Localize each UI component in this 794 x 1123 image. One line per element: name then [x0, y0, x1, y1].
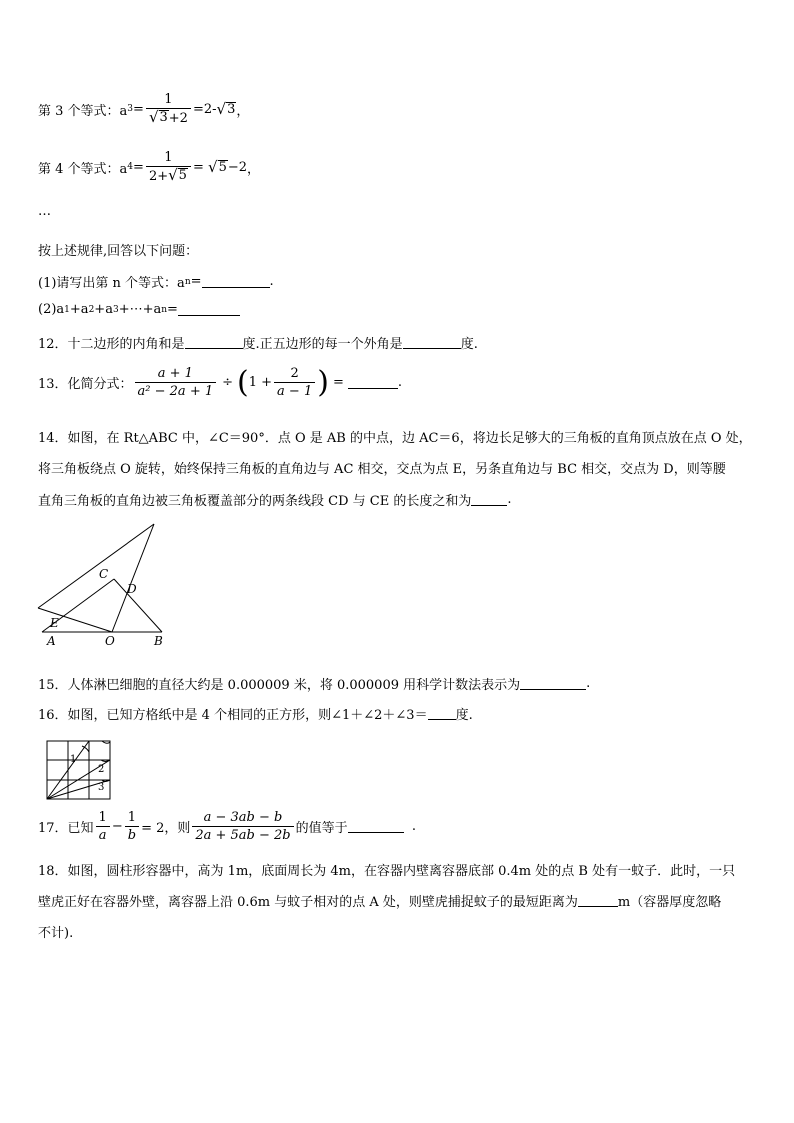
label-d: D	[127, 582, 137, 596]
label-e: E	[50, 616, 59, 630]
figure-14	[30, 518, 180, 650]
fraction: $\frac{a + 1}{\text{a² − 2a + 1}}$	[135, 366, 217, 399]
label-c: C	[99, 567, 109, 581]
problem-14-line-3: 直角三角板的直角边被三角板覆盖部分的两条线段 CD 与 CE 的长度之和为 .	[38, 492, 512, 509]
problem-14-line-1: 14．如图，在 Rt△ABC 中，∠C＝90°．点 O 是 AB 的中点，边 AC＝6，将边长足够大的三角板的直角顶点放在点 O 处，	[38, 431, 752, 446]
equation-3: 第 3 个等式：a 3 = 1 √ 3 +2 =2- √ 3 ，	[38, 92, 250, 126]
question-2: (2)a 1 +a 2 +a 3 +⋯+a n =	[38, 302, 240, 317]
label-o: O	[105, 634, 115, 648]
problem-18-line-2: 壁虎正好在容器外壁，离容器上沿 0.6m 与蚊子相对的点 A 处，则壁虎捕捉蚊子的最短距离为 m（容器厚度忽略	[38, 895, 722, 910]
problem-15: 15．人体淋巴细胞的直径大约是 0.000009 米，将 0.000009 用科学计数法表示为 .	[38, 676, 591, 693]
answer-blank[interactable]	[471, 493, 507, 506]
equation-4: 第 4 个等式：a 4 = 1 2+ √ 5 = √ 5 −2 ，	[38, 150, 261, 184]
answer-blank[interactable]	[578, 894, 618, 907]
angle-2-label: 2	[98, 764, 105, 775]
fraction: $\frac{1}{a}$	[96, 810, 110, 843]
answer-blank[interactable]	[185, 336, 243, 349]
problem-16: 16．如图，已知方格纸中是 4 个相同的正方形，则∠1＋∠2＋∠3＝ 度.	[38, 708, 473, 723]
angle-3-label: 3	[98, 782, 105, 793]
fraction: $\frac{1}{b}$	[125, 810, 139, 843]
rule-text: 按上述规律,回答以下问题：	[38, 244, 199, 259]
fraction: 1 2+ √ 5	[146, 150, 191, 184]
ellipsis: …	[38, 204, 51, 219]
figure-16	[44, 738, 114, 802]
angle-1-label: 1	[70, 754, 77, 765]
problem-18-line-3: 不计).	[38, 926, 74, 941]
answer-blank[interactable]	[348, 376, 398, 389]
problem-18-line-1: 18．如图，圆柱形容器中，高为 1m，底面周长为 4m，在容器内壁离容器底部 0.4m 处的点 B 处有一蚊子．此时，一只	[38, 864, 736, 879]
problem-17: 17．已知 $\frac{1}{a}$ − $\frac{1}{b}$ = 2，则 $\frac{a - 3ab - b}{2a + 5ab - 2b}$ 的值等于 .	[38, 810, 417, 843]
problem-13: 13．化简分式： $\frac{a + 1}{\text{a² − 2a + 1}}$ ÷ ( 1 + $\frac{2}{a - 1}$ ) = .	[38, 364, 402, 400]
answer-blank[interactable]	[428, 707, 456, 720]
problem-14-line-2: 将三角板绕点 O 旋转，始终保持三角板的直角边与 AC 相交，交点为点 E，另条直角边与 BC 相交，交点为 D，则等腰	[38, 462, 726, 477]
fraction: $\frac{a - 3ab - b}{2a + 5ab - 2b}$	[192, 810, 293, 843]
answer-blank[interactable]	[178, 303, 240, 316]
label-a: A	[47, 634, 56, 648]
answer-blank[interactable]	[403, 336, 461, 349]
answer-blank[interactable]	[202, 275, 270, 288]
answer-blank[interactable]	[520, 677, 586, 690]
answer-blank[interactable]	[348, 820, 404, 833]
fraction: 1 √ 3 +2	[146, 92, 191, 126]
label-b: B	[154, 634, 163, 648]
question-1: (1)请写出第 n 个等式：a n = .	[38, 274, 274, 291]
fraction: $\frac{2}{a - 1}$	[274, 366, 315, 399]
problem-12: 12．十二边形的内角和是 度.正五边形的每一个外角是 度.	[38, 337, 478, 352]
